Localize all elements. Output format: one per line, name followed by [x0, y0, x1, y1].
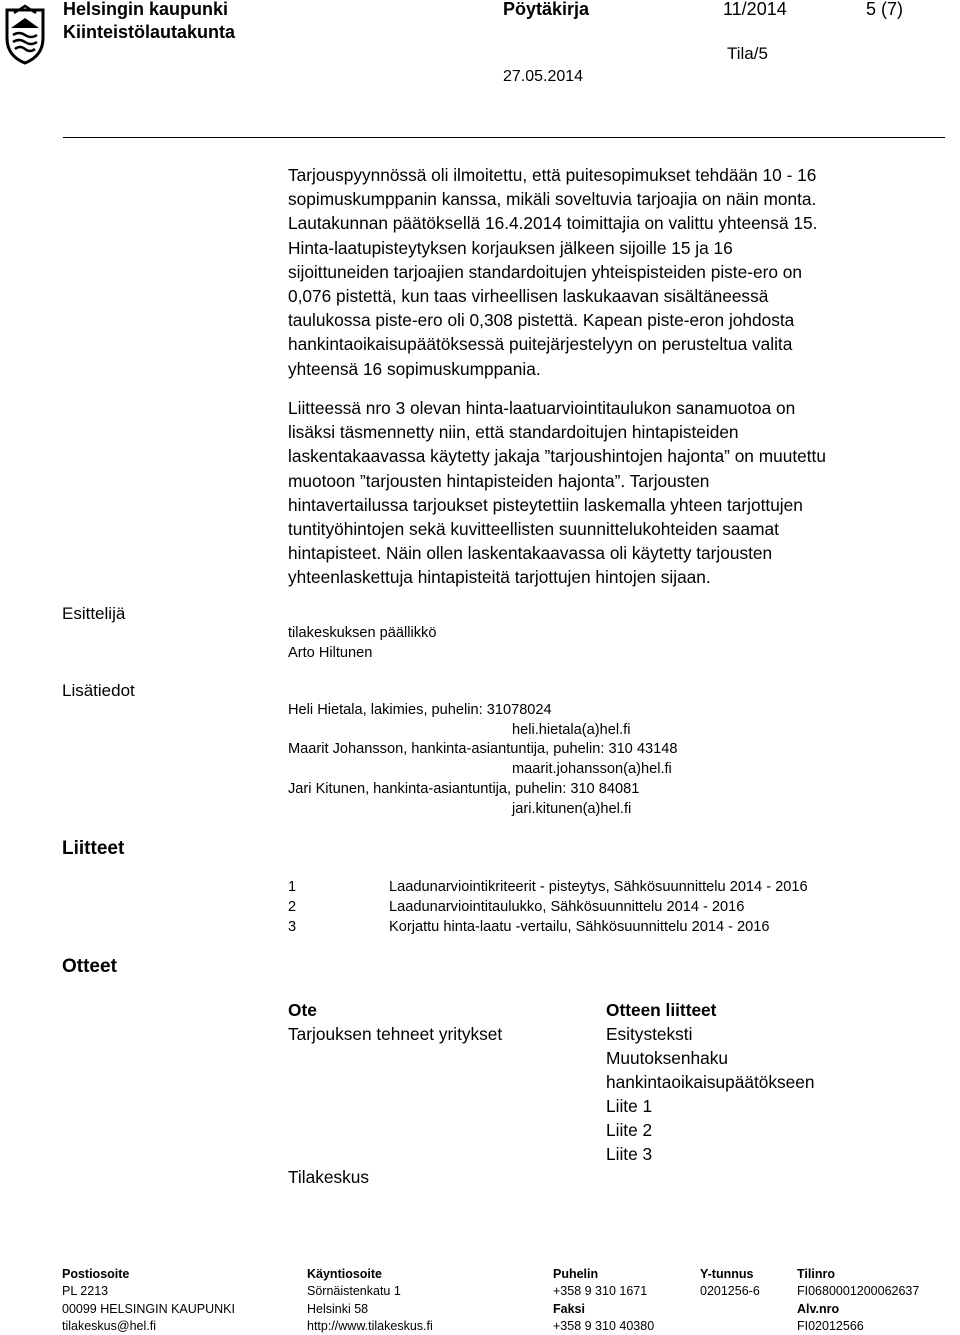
- extract-attachment-item: Muutoksenhaku: [606, 1048, 729, 1068]
- attachment-title[interactable]: Korjattu hinta-laatu -vertailu, Sähkösuunnittelu 2014 - 2016: [389, 919, 770, 935]
- footer-postal: Postiosoite PL 2213 00099 HELSINGIN KAUPUNKI tilakeskus@hel.fi: [62, 1267, 235, 1333]
- presenter-label: Esittelijä: [62, 604, 126, 623]
- extract-attachment-item: Liite 3: [606, 1144, 653, 1164]
- contact-email[interactable]: jari.kitunen(a)hel.fi: [512, 801, 632, 817]
- paragraph-1: Tarjouspyynnössä oli ilmoitettu, että puitesopimukset tehdään 10 - 16 sopimuskumppanin kanssa, mikäli soveltuvia tarjoajia on näin monta. Lautakunnan päätöksellä 16.4.2014 toimittajia on valittu yhteensä 15. Hinta-laatupisteytyksen korjauksen jälkeen sijoille 15 ja 16 sijoittuneiden tarjoajien standardoitujen yhteispisteiden piste-ero on 0,076 pistettä, kun taas virheellisen laskukaavan sisältäneessä taulukossa piste-ero oli 0,308 pistettä. Kapean piste-eron johdosta hankintaoikaisupäätöksessä puitejärjestelyyn on perusteltua valita yhteensä 16 sopimuskumppania.: [288, 165, 818, 379]
- page-number: 5 (7): [866, 0, 904, 19]
- doc-number: 11/2014: [723, 0, 787, 19]
- section-ref: Tila/5: [727, 44, 768, 63]
- attachment-number: 3: [288, 919, 297, 935]
- extract-attachments-header: Otteen liitteet: [606, 1000, 717, 1020]
- meeting-date: 27.05.2014: [503, 68, 584, 85]
- contact-line: Jari Kitunen, hankinta-asiantuntija, puhelin: 310 84081: [288, 781, 640, 797]
- extract-recipient: Tilakeskus: [288, 1167, 369, 1187]
- extract-recipient: Tarjouksen tehneet yritykset: [288, 1024, 503, 1044]
- org-unit: Kiinteistölautakunta: [63, 22, 236, 42]
- extract-attachment-item: hankintaoikaisupäätökseen: [606, 1072, 815, 1092]
- extract-header: Ote: [288, 1000, 317, 1020]
- extract-attachment-item: Liite 1: [606, 1096, 653, 1116]
- attachment-number: 2: [288, 899, 297, 915]
- contact-line: Heli Hietala, lakimies, puhelin: 31078024: [288, 702, 552, 718]
- footer-account: Tilinro FI0680001200062637 Alv.nro FI02012566: [797, 1267, 920, 1333]
- more-info-label: Lisätiedot: [62, 681, 135, 700]
- attachment-title[interactable]: Laadunarviointitaulukko, Sähkösuunnittelu 2014 - 2016: [389, 899, 745, 915]
- contact-email[interactable]: heli.hietala(a)hel.fi: [512, 722, 631, 738]
- attachment-title[interactable]: Laadunarviointikriteerit - pisteytys, Sähkösuunnittelu 2014 - 2016: [389, 879, 808, 895]
- contact-line: Maarit Johansson, hankinta-asiantuntija, puhelin: 310 43148: [288, 741, 678, 757]
- attachments-label: Liitteet: [62, 838, 125, 859]
- paragraph-2: Liitteessä nro 3 olevan hinta-laatuarviointitaulukon sanamuotoa on lisäksi täsmennetty niin, että standardoitujen hintapisteiden laskentakaavassa käytetty jakaja ”tarjoushintojen hajonta” on muutettu muotoon ”tarjousten hintapisteiden hajonta”. Tarjousten hintavertailussa tarjoukset pisteytettiin laskemalla yhteen tarjottujen tuntityöhintojen sekä kuvitteellisten suunnittelukohteiden saamat hintapisteet. Näin ollen laskentakaavassa oli käytetty tarjousten yhteenlaskettuja hintapisteitä tarjottujen hintojen sijaan.: [288, 398, 826, 588]
- doc-type: Pöytäkirja: [503, 0, 590, 19]
- footer-visiting: Käyntiosoite Sörnäistenkatu 1 Helsinki 58 http://www.tilakeskus.fi: [307, 1267, 433, 1333]
- contact-email[interactable]: maarit.johansson(a)hel.fi: [512, 761, 672, 777]
- attachment-number: 1: [288, 879, 297, 895]
- footer-phone: Puhelin +358 9 310 1671 Faksi +358 9 310 40380: [553, 1267, 655, 1333]
- presenter-title: tilakeskuksen päällikkö: [288, 625, 437, 641]
- extract-attachment-item: Esitysteksti: [606, 1024, 693, 1044]
- org-name: Helsingin kaupunki: [63, 0, 229, 19]
- extracts-label: Otteet: [62, 956, 117, 977]
- footer-business-id: Y-tunnus 0201256-6: [700, 1267, 760, 1299]
- header-divider: [63, 137, 945, 138]
- presenter-name: Arto Hiltunen: [288, 645, 373, 661]
- city-crest-logo: [3, 4, 47, 66]
- extract-attachment-item: Liite 2: [606, 1120, 653, 1140]
